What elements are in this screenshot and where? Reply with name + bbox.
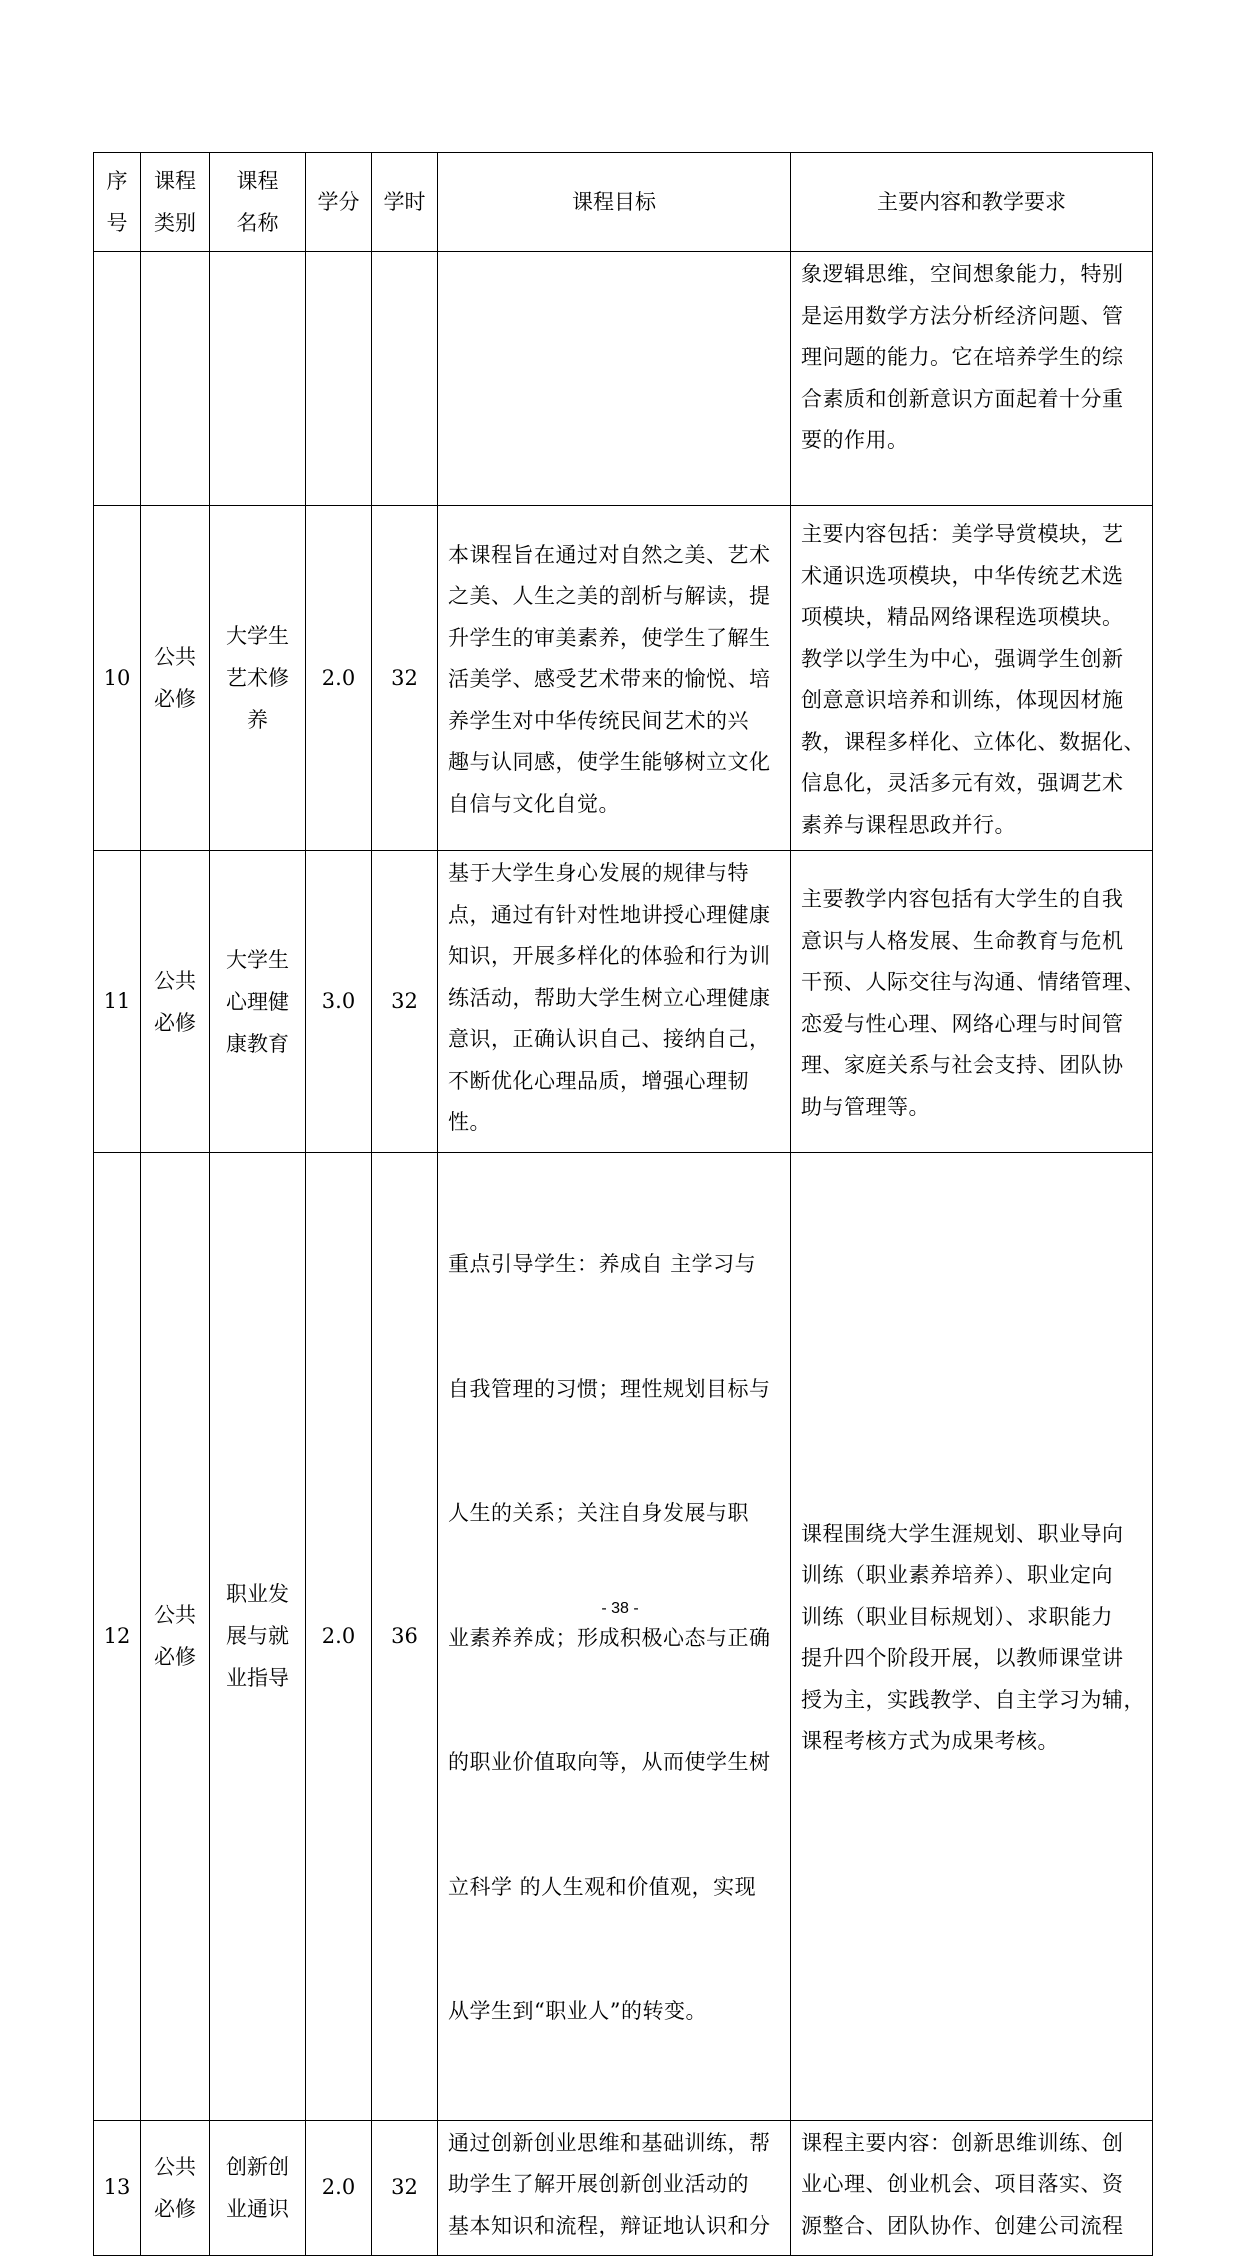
table-row bbox=[94, 1153, 1153, 2121]
goal-line: 重点引导学生：养成自 主学习与 bbox=[448, 1252, 757, 1276]
goal-line: 业素养养成；形成积极心态与正确 bbox=[448, 1625, 771, 1650]
cell-category: 公共 必修 bbox=[141, 2120, 210, 2255]
content-line: 干预、人际交往与沟通、情绪管理、 bbox=[801, 970, 1145, 994]
content-line: 训练（职业目标规划）、求职能力 bbox=[801, 1604, 1113, 1629]
content-line: 项模块，精品网络课程选项模块。 bbox=[801, 605, 1124, 629]
course-table bbox=[93, 152, 1153, 2256]
goal-line: 知识，开展多样化的体验和行为训 bbox=[448, 944, 771, 968]
cell-content bbox=[791, 1153, 1153, 2121]
content-line: 助与管理等。 bbox=[801, 1094, 930, 1119]
cell-content bbox=[791, 851, 1153, 1153]
content-line: 提升四个阶段开展，以教师课堂讲 bbox=[801, 1646, 1124, 1671]
goal-line: 活美学、感受艺术带来的愉悦、培 bbox=[448, 667, 771, 692]
cell-content bbox=[791, 2120, 1153, 2255]
content-line: 恋爱与性心理、网络心理与时间管 bbox=[801, 1011, 1124, 1036]
header-hours: 学时 bbox=[372, 153, 438, 252]
goal-line: 本课程旨在通过对自然之美、艺术 bbox=[448, 542, 771, 567]
content-line: 象逻辑思维，空间想象能力，特别 bbox=[801, 262, 1124, 286]
content-line: 源整合、团队协作、创建公司流程 bbox=[801, 2213, 1124, 2238]
content-line: 授为主，实践教学、自主学习为辅， bbox=[801, 1687, 1145, 1712]
goal-line: 人生的关系；关注自身发展与职 bbox=[448, 1501, 749, 1525]
cell-name: 职业发 展与就 业指导 bbox=[210, 1153, 306, 2121]
header-goal: 课程目标 bbox=[438, 153, 791, 252]
goal-line: 点，通过有针对性地讲授心理健康 bbox=[448, 902, 771, 927]
goal-line: 助学生了解开展创新创业活动的 bbox=[448, 2172, 749, 2196]
content-line: 主要教学内容包括有大学生的自我 bbox=[801, 887, 1124, 911]
header-credit: 学分 bbox=[306, 153, 372, 252]
cell-credit: 2.0 bbox=[306, 1153, 372, 2121]
goal-line: 意识，正确认识自己、接纳自己， bbox=[448, 1027, 771, 1051]
cell-goal bbox=[438, 506, 791, 851]
content-line: 理、家庭关系与社会支持、团队协 bbox=[801, 1053, 1124, 1077]
header-name: 课程 名称 bbox=[210, 153, 306, 252]
cell-credit: 3.0 bbox=[306, 851, 372, 1153]
cell-name: 创新创 业通识 bbox=[210, 2120, 306, 2255]
cell-goal bbox=[438, 252, 791, 506]
header-row bbox=[94, 153, 1153, 252]
cell-category: 公共 必修 bbox=[141, 506, 210, 851]
cell-goal bbox=[438, 1153, 791, 2121]
goal-line: 养学生对中华传统民间艺术的兴 bbox=[448, 708, 749, 733]
content-line: 要的作用。 bbox=[801, 428, 909, 452]
content-line: 术通识选项模块，中华传统艺术选 bbox=[801, 563, 1124, 588]
goal-line: 升学生的审美素养，使学生了解生 bbox=[448, 625, 771, 650]
header-category: 课程 类别 bbox=[141, 153, 210, 252]
cell-goal bbox=[438, 2120, 791, 2255]
cell-name bbox=[210, 252, 306, 506]
cell-category: 公共 必修 bbox=[141, 1153, 210, 2121]
goal-line: 立科学 的人生观和价值观，实现 bbox=[448, 1874, 757, 1899]
content-line: 信息化，灵活多元有效，强调艺术 bbox=[801, 771, 1124, 795]
table-row bbox=[94, 506, 1153, 851]
content-line: 理问题的能力。它在培养学生的综 bbox=[801, 345, 1124, 369]
content-line: 合素质和创新意识方面起着十分重 bbox=[801, 386, 1124, 411]
cell-category bbox=[141, 252, 210, 506]
table-row bbox=[94, 2120, 1153, 2255]
goal-line: 基于大学生身心发展的规律与特 bbox=[448, 861, 749, 885]
cell-seq bbox=[94, 252, 141, 506]
table-row bbox=[94, 851, 1153, 1153]
cell-credit bbox=[306, 252, 372, 506]
content-line: 意识与人格发展、生命教育与危机 bbox=[801, 928, 1124, 953]
content-line: 训练（职业素养培养）、职业定向 bbox=[801, 1563, 1113, 1588]
goal-line: 从学生到“职业人”的转变。 bbox=[448, 1999, 707, 2023]
content-line: 素养与课程思政并行。 bbox=[801, 812, 1016, 837]
goal-line: 自信与文化自觉。 bbox=[448, 791, 620, 816]
content-line: 课程主要内容：创新思维训练、创 bbox=[801, 2130, 1124, 2155]
goal-line: 基本知识和流程，辩证地认识和分 bbox=[448, 2213, 771, 2238]
content-line: 主要内容包括：美学导赏模块，艺 bbox=[801, 522, 1124, 546]
content-line: 课程围绕大学生涯规划、职业导向 bbox=[801, 1521, 1124, 1546]
cell-seq: 12 bbox=[94, 1153, 141, 2121]
goal-line: 通过创新创业思维和基础训练，帮 bbox=[448, 2130, 771, 2155]
content-line: 教，课程多样化、立体化、数据化、 bbox=[801, 729, 1145, 754]
cell-category: 公共 必修 bbox=[141, 851, 210, 1153]
content-line: 创意意识培养和训练，体现因材施 bbox=[801, 688, 1124, 712]
cell-credit: 2.0 bbox=[306, 506, 372, 851]
goal-line: 之美、人生之美的剖析与解读，提 bbox=[448, 584, 771, 609]
cell-hours: 36 bbox=[372, 1153, 438, 2121]
cell-seq: 10 bbox=[94, 506, 141, 851]
cell-content bbox=[791, 506, 1153, 851]
goal-line: 自我管理的习惯；理性规划目标与 bbox=[448, 1376, 771, 1401]
cell-goal bbox=[438, 851, 791, 1153]
content-line: 业心理、创业机会、项目落实、资 bbox=[801, 2172, 1124, 2196]
cell-hours bbox=[372, 252, 438, 506]
cell-seq: 13 bbox=[94, 2120, 141, 2255]
cell-name: 大学生 心理健 康教育 bbox=[210, 851, 306, 1153]
cell-hours: 32 bbox=[372, 506, 438, 851]
cell-content bbox=[791, 252, 1153, 506]
goal-line: 不断优化心理品质，增强心理韧 bbox=[448, 1068, 749, 1093]
table-row-continuation bbox=[94, 252, 1153, 506]
cell-seq: 11 bbox=[94, 851, 141, 1153]
page-number: - 38 - bbox=[601, 1600, 639, 1617]
header-seq: 序 号 bbox=[94, 153, 141, 252]
cell-hours: 32 bbox=[372, 2120, 438, 2255]
cell-name: 大学生 艺术修 养 bbox=[210, 506, 306, 851]
goal-line: 的职业价值取向等，从而使学生树 bbox=[448, 1750, 771, 1774]
cell-hours: 32 bbox=[372, 851, 438, 1153]
content-line: 教学以学生为中心，强调学生创新 bbox=[801, 646, 1124, 671]
goal-line: 趣与认同感，使学生能够树立文化 bbox=[448, 750, 771, 775]
content-line: 是运用数学方法分析经济问题、管 bbox=[801, 303, 1124, 328]
cell-credit: 2.0 bbox=[306, 2120, 372, 2255]
content-line: 课程考核方式为成果考核。 bbox=[801, 1729, 1059, 1754]
goal-line: 性。 bbox=[448, 1110, 491, 1134]
goal-line: 练活动，帮助大学生树立心理健康 bbox=[448, 985, 771, 1010]
header-content: 主要内容和教学要求 bbox=[791, 153, 1153, 252]
